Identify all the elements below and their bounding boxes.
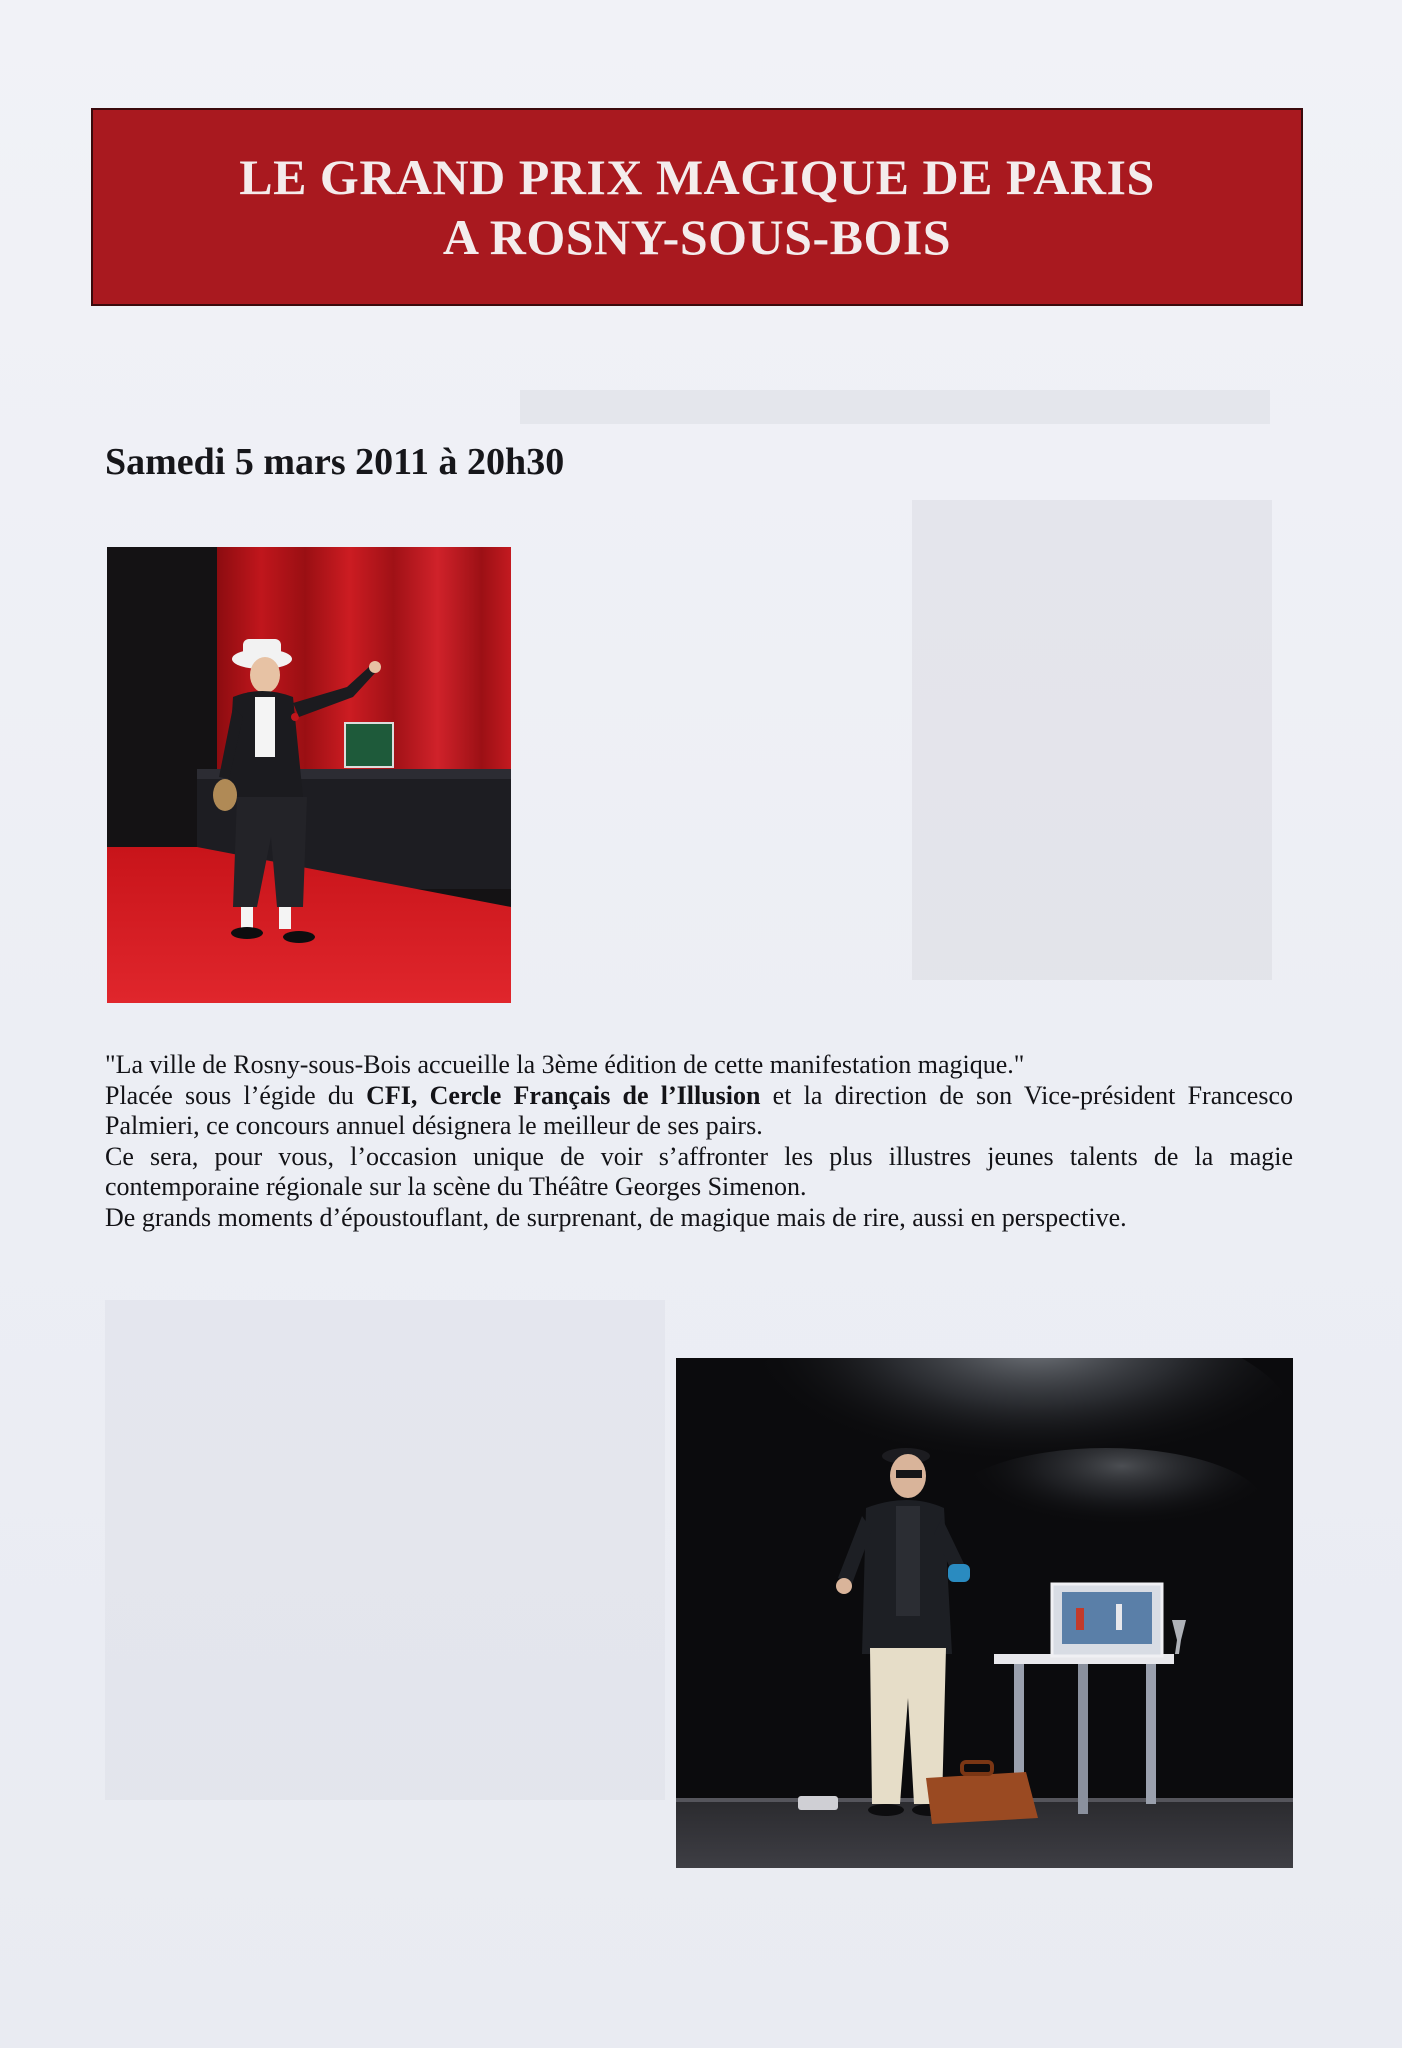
bleed-through-image [912, 500, 1272, 980]
magician-photo-dark-stage [676, 1358, 1293, 1868]
title-banner [91, 108, 1303, 306]
title-line-2: A ROSNY-SOUS-BOIS [442, 209, 952, 265]
event-date: Samedi 5 mars 2011 à 20h30 [105, 441, 565, 483]
article-cfi-lead: Placée sous l’égide du [105, 1080, 367, 1110]
bleed-through-paragraph [105, 1300, 665, 1800]
article-paragraph-cfi [105, 1081, 1293, 1142]
article-quote: "La ville de Rosny-sous-Bois accueille la 3ème édition de cette manifestation magique." [105, 1050, 1025, 1079]
bleed-through-heading [520, 390, 1270, 424]
article-body [105, 1050, 1293, 1233]
article-paragraph-talents: Ce sera, pour vous, l’occasion unique de voir s’affronter les plus illustres jeunes talents de la magie contemporaine régionale sur la scène du Théâtre Georges Simenon. [105, 1141, 1293, 1201]
article-cfi-tail: et la direction de son Vice-président Francesco Palmieri, ce concours annuel désignera le meilleur de ses pairs. [105, 1080, 1293, 1140]
magician-photo-red-stage [107, 547, 511, 1003]
article-paragraph-moments: De grands moments d’époustouflant, de surprenant, de magique mais de rire, aussi en perspective. [105, 1202, 1127, 1232]
title-line-1: LE GRAND PRIX MAGIQUE DE PARIS [239, 149, 1155, 205]
article-cfi-name: CFI, Cercle Français de l’Illusion [366, 1080, 761, 1110]
